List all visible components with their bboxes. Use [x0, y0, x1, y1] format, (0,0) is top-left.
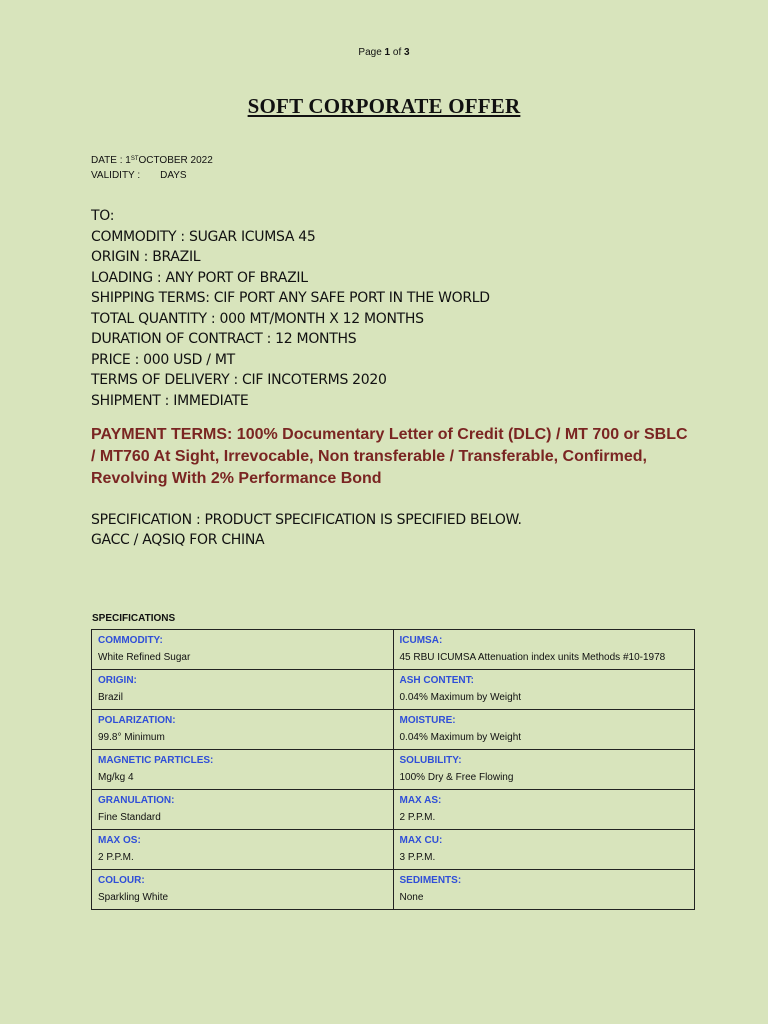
spec-cell — [92, 630, 394, 670]
spec-cell — [92, 670, 394, 710]
table-row — [92, 710, 695, 750]
date-rest: OCTOBER 2022 — [138, 155, 213, 166]
spec-cell — [393, 790, 695, 830]
spec-label: MOISTURE: — [399, 715, 456, 726]
specification-line: SPECIFICATION : PRODUCT SPECIFICATION IS SPECIFIED BELOW. — [91, 512, 522, 528]
terms-line-loading: LOADING : ANY PORT OF BRAZIL — [91, 269, 308, 286]
spec-label: ICUMSA: — [399, 635, 443, 646]
spec-label: SOLUBILITY: — [399, 755, 462, 766]
spec-cell — [92, 710, 394, 750]
terms-line-price: PRICE : 000 USD / MT — [91, 351, 235, 368]
table-row — [92, 790, 695, 830]
spec-value: Fine Standard — [98, 812, 161, 823]
spec-cell — [92, 750, 394, 790]
table-row — [92, 870, 695, 910]
terms-line-origin: ORIGIN : BRAZIL — [91, 249, 201, 265]
date-suffix: ST — [130, 156, 139, 162]
page-total: 3 — [404, 47, 410, 58]
spec-value: 3 P.P.M. — [399, 852, 436, 863]
spec-label: POLARIZATION: — [98, 715, 176, 726]
specification-line: GACC / AQSIQ FOR CHINA — [91, 532, 265, 548]
spec-label: ASH CONTENT: — [399, 675, 474, 686]
spec-value: None — [399, 892, 424, 903]
spec-cell — [393, 710, 695, 750]
payment-terms: PAYMENT TERMS: 100% Documentary Letter of Credit (DLC) / MT 700 or SBLC / MT760 At Sight, Irrevocable, Non transferable / Transferable, Confirmed, Revolving With 2% Performance Bond — [91, 426, 688, 487]
page-number — [0, 47, 768, 58]
spec-label: ORIGIN: — [98, 675, 137, 686]
spec-value: 0.04% Maximum by Weight — [399, 692, 522, 703]
terms-line-duration: DURATION OF CONTRACT : 12 MONTHS — [91, 331, 357, 347]
page-middle: of — [390, 47, 405, 58]
validity-label: VALIDITY : — [91, 170, 141, 181]
spec-cell — [393, 830, 695, 870]
spec-cell — [92, 830, 394, 870]
terms-line-shipment: SHIPMENT : IMMEDIATE — [91, 392, 249, 409]
table-row — [92, 750, 695, 790]
validity-value: DAYS — [160, 170, 187, 181]
spec-value: 100% Dry & Free Flowing — [399, 772, 514, 783]
spec-cell — [393, 870, 695, 910]
specs-heading: SPECIFICATIONS — [92, 613, 176, 624]
terms-line-shipping: SHIPPING TERMS: CIF PORT ANY SAFE PORT IN THE WORLD — [91, 290, 490, 306]
spec-value: Mg/kg 4 — [98, 772, 134, 783]
spec-label: MAX CU: — [399, 835, 443, 846]
spec-label: COMMODITY: — [98, 635, 163, 646]
spec-label: SEDIMENTS: — [399, 875, 462, 886]
page-prefix: Page — [358, 47, 385, 58]
document-title: SOFT CORPORATE OFFER — [247, 94, 521, 118]
terms-line-to: TO: — [91, 208, 115, 224]
offer-meta — [91, 153, 213, 183]
spec-value: 45 RBU ICUMSA Attenuation index units Methods #10-1978 — [399, 652, 666, 663]
spec-label: MAX AS: — [399, 795, 442, 806]
spec-value: 0.04% Maximum by Weight — [399, 732, 522, 743]
terms-line-delivery: TERMS OF DELIVERY : CIF INCOTERMS 2020 — [91, 372, 387, 388]
spec-value: Brazil — [98, 692, 124, 703]
terms-line-quantity: TOTAL QUANTITY : 000 MT/MONTH X 12 MONTHS — [91, 310, 424, 327]
specification-note — [91, 510, 522, 550]
spec-label: GRANULATION: — [98, 795, 175, 806]
spec-value: White Refined Sugar — [98, 652, 191, 663]
date-line — [91, 153, 213, 168]
offer-terms — [91, 206, 490, 411]
spec-cell — [393, 750, 695, 790]
spec-cell — [393, 670, 695, 710]
spec-cell — [393, 630, 695, 670]
validity-line — [91, 168, 213, 183]
table-row — [92, 830, 695, 870]
page-current: 1 — [384, 47, 391, 58]
spec-label: COLOUR: — [98, 875, 145, 886]
spec-cell — [92, 790, 394, 830]
spec-value: 2 P.P.M. — [399, 812, 436, 823]
spec-value: 99.8° Minimum — [98, 732, 165, 743]
specs-table — [91, 629, 695, 910]
terms-line-commodity: COMMODITY : SUGAR ICUMSA 45 — [91, 228, 316, 245]
table-row — [92, 670, 695, 710]
table-row — [92, 630, 695, 670]
date-label: DATE : 1 — [91, 155, 131, 166]
spec-label: MAX OS: — [98, 835, 141, 846]
spec-cell — [92, 870, 394, 910]
spec-value: 2 P.P.M. — [98, 852, 134, 863]
spec-value: Sparkling White — [98, 892, 169, 903]
spec-label: MAGNETIC PARTICLES: — [98, 755, 214, 766]
